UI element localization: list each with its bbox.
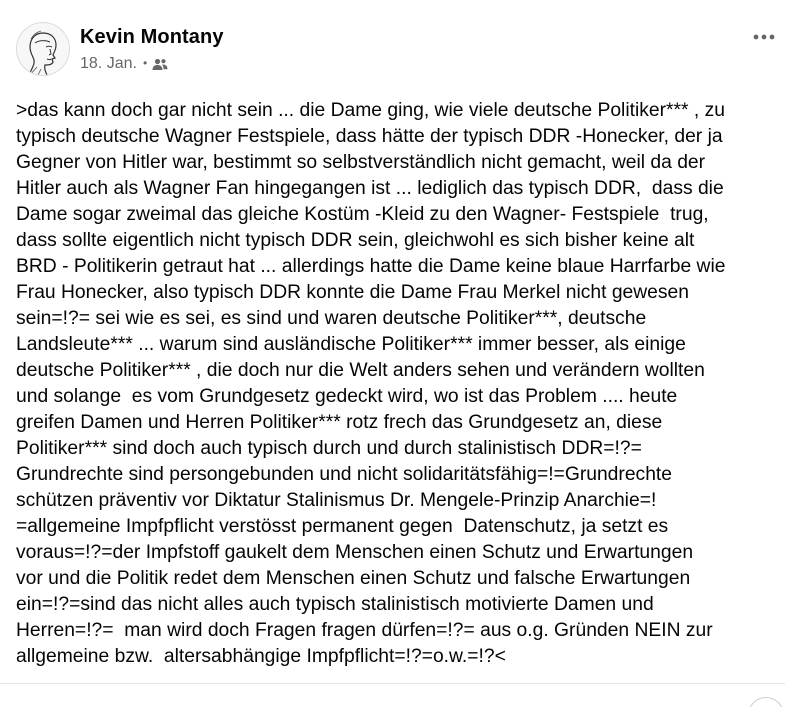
author-name[interactable]: Kevin Montany [80, 26, 224, 48]
more-options-button[interactable] [749, 28, 779, 46]
avatar-sketch-icon [17, 23, 70, 76]
post-meta [80, 55, 168, 73]
reaction-button[interactable] [748, 697, 784, 707]
avatar[interactable] [16, 22, 70, 76]
more-options-icon [753, 34, 775, 40]
meta-separator: • [142, 56, 148, 70]
post-date[interactable]: 18. Jan. [80, 55, 137, 72]
post-text: >das kann doch gar nicht sein ... die Dame ging, wie viele deutsche Politiker*** , zu typisch deutsche Wagner Festspiele, dass hätte der typisch DDR -Honecker, der ja Gegner von Hitler war, bestimmt so selbstverständlich nicht gemacht, weil da der Hitler auch als Wagner Fan hingegangen ist ... lediglich das typisch DDR, dass die Dame sogar zweimal das gleiche Kostüm -Kleid zu den Wagner- Festspiele trug, dass sollte eigentlich nicht typisch DDR sein, gleichwohl es sich bisher keine alt BRD - Politikerin getraut hat ... allerdings hatte die Dame keine blaue Harrfarbe wie Frau Honecker, also typisch DDR konnte die Dame Frau Merkel nicht gewesen sein=!?= sei wie es sei, es sind und waren deutsche Politiker***, deutsche Landsleute*** ... warum sind ausländische Politiker*** immer besser, als einige deutsche Politiker*** , die doch nur die Welt anders sehen und verändern wollten und solange es vom Grundgesetz gedeckt wird, wo ist das Problem .... heute greifen Damen und Herren Politiker*** rotz frech das Grundgesetz an, diese Politiker*** sind doch auch typisch durch und durch stalinistisch DDR=!?= Grundrechte sind persongebunden und nicht solidaritätsfähig=!=Grundrechte schützen präventiv vor Diktatur Stalinismus Dr. Mengele-Prinzip Anarchie=! =allgemeine Impfpflicht verstösst permanent gegen Datenschutz, ja setzt es voraus=!?=der Impfstoff gaukelt dem Menschen einen Schutz und Erwartungen vor und die Politik redet dem Menschen einen Schutz und falsche Erwartungen ein=!?=sind das nicht alles auch typisch stalinistisch motivierte Damen und Herren=!?= man wird doch Fragen fragen dürfen=!?= aus o.g. Gründen NEIN zur allgemeine bzw. altersabhängige Impfpflicht=!?=o.w.=!?< [16, 100, 726, 667]
divider [0, 683, 785, 684]
friends-icon[interactable] [152, 58, 168, 71]
post-header [16, 22, 785, 82]
